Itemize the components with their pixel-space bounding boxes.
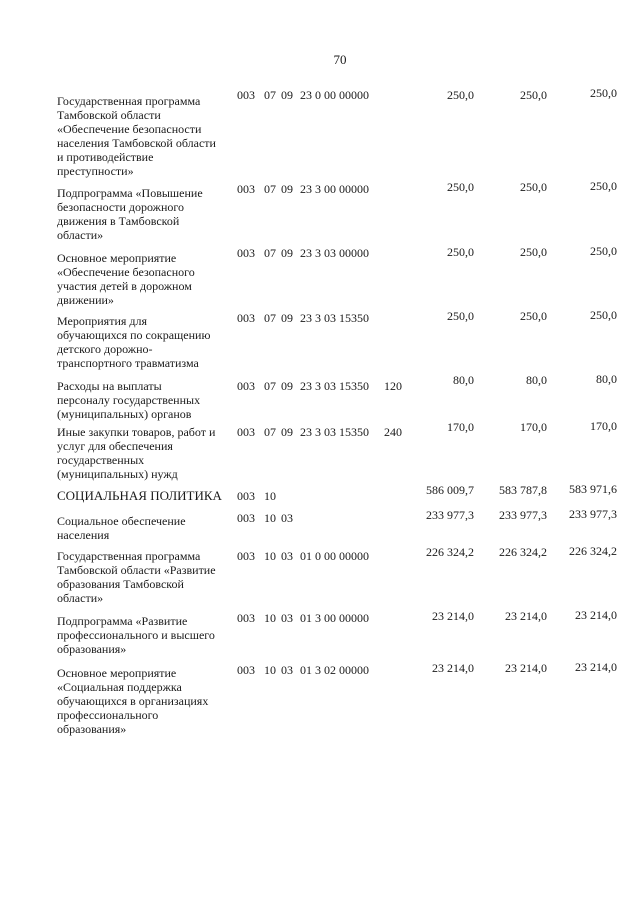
- code-ved: 003: [237, 611, 255, 625]
- value-year1: 170,0: [447, 420, 474, 434]
- value-year2: 583 787,8: [499, 483, 547, 497]
- code-section: 10: [264, 489, 276, 503]
- value-year3: 250,0: [590, 179, 617, 193]
- value-year3: 80,0: [596, 372, 617, 386]
- code-subsection: 09: [281, 379, 293, 393]
- code-target-article: 23 3 03 00000: [300, 246, 369, 260]
- code-section: 07: [264, 311, 276, 325]
- value-year2: 170,0: [520, 420, 547, 434]
- code-ved: 003: [237, 379, 255, 393]
- value-year1: 586 009,7: [426, 483, 474, 497]
- code-section: 10: [264, 611, 276, 625]
- code-target-article: 01 0 00 00000: [300, 549, 369, 563]
- value-year1: 250,0: [447, 88, 474, 102]
- code-ved: 003: [237, 489, 255, 503]
- value-year1: 250,0: [447, 309, 474, 323]
- table-row: [0, 507, 640, 547]
- code-ved: 003: [237, 425, 255, 439]
- code-ved: 003: [237, 511, 255, 525]
- value-year2: 226 324,2: [499, 545, 547, 559]
- code-ved: 003: [237, 311, 255, 325]
- code-section: 07: [264, 425, 276, 439]
- code-target-article: 01 3 02 00000: [300, 663, 369, 677]
- code-ved: 003: [237, 246, 255, 260]
- code-subsection: 03: [281, 611, 293, 625]
- table-row: [0, 179, 640, 248]
- row-name: Основное мероприятие «Социальная поддержка обучающихся в организациях профессионального образования»: [57, 666, 209, 736]
- code-ved: 003: [237, 88, 255, 102]
- code-ved: 003: [237, 182, 255, 196]
- code-subsection: 09: [281, 246, 293, 260]
- value-year3: 233 977,3: [569, 507, 617, 521]
- row-name: Расходы на выплаты персоналу государственных (муниципальных) органов: [57, 379, 201, 421]
- code-expense-type: 240: [384, 425, 402, 439]
- row-name: Государственная программа Тамбовской области «Развитие образования Тамбовской области»: [57, 549, 216, 605]
- value-year1: 23 214,0: [432, 609, 474, 623]
- code-target-article: 23 3 03 15350: [300, 425, 369, 439]
- code-target-article: 23 3 03 15350: [300, 311, 369, 325]
- value-year2: 250,0: [520, 88, 547, 102]
- code-subsection: 03: [281, 663, 293, 677]
- row-name: СОЦИАЛЬНАЯ ПОЛИТИКА: [57, 488, 222, 503]
- table-row: [0, 86, 640, 184]
- value-year2: 233 977,3: [499, 508, 547, 522]
- code-target-article: 01 3 00 00000: [300, 611, 369, 625]
- page-number: 70: [333, 52, 347, 67]
- row-name: Подпрограмма «Развитие профессионального и высшего образования»: [57, 614, 215, 656]
- row-name: Основное мероприятие «Обеспечение безопасного участия детей в дорожном движении»: [57, 251, 195, 307]
- row-name: Мероприятия для обучающихся по сокращению детского дорожно- транспортного травматизма: [57, 314, 211, 370]
- value-year1: 250,0: [447, 245, 474, 259]
- code-expense-type: 120: [384, 379, 402, 393]
- table-row: [0, 244, 640, 312]
- table-row: [0, 608, 640, 663]
- value-year3: 250,0: [590, 244, 617, 258]
- value-year3: 250,0: [590, 86, 617, 100]
- code-ved: 003: [237, 663, 255, 677]
- value-year1: 80,0: [453, 373, 474, 387]
- value-year1: 23 214,0: [432, 661, 474, 675]
- row-name: Социальное обеспечение населения: [57, 514, 186, 542]
- table-row: [0, 374, 640, 422]
- table-row: [0, 419, 640, 487]
- value-year2: 80,0: [526, 373, 547, 387]
- code-section: 07: [264, 182, 276, 196]
- value-year3: 23 214,0: [575, 660, 617, 674]
- value-year3: 250,0: [590, 308, 617, 322]
- code-subsection: 03: [281, 511, 293, 525]
- code-section: 07: [264, 246, 276, 260]
- code-subsection: 09: [281, 311, 293, 325]
- value-year2: 250,0: [520, 245, 547, 259]
- code-subsection: 09: [281, 425, 293, 439]
- value-year3: 170,0: [590, 419, 617, 433]
- table-row: [0, 308, 640, 374]
- code-section: 07: [264, 379, 276, 393]
- row-name: Государственная программа Тамбовской области «Обеспечение безопасности населения Тамбовской области и противодействие преступности»: [57, 94, 216, 178]
- table-row: [0, 544, 640, 611]
- row-name: Подпрограмма «Повышение безопасности дорожного движения в Тамбовской области»: [57, 186, 203, 242]
- row-name: Иные закупки товаров, работ и услуг для обеспечения государственных (муниципальных) нужд: [57, 425, 216, 481]
- code-subsection: 09: [281, 88, 293, 102]
- code-section: 10: [264, 549, 276, 563]
- code-section: 07: [264, 88, 276, 102]
- value-year2: 23 214,0: [505, 609, 547, 623]
- code-ved: 003: [237, 549, 255, 563]
- table-row: [0, 660, 640, 743]
- value-year1: 250,0: [447, 180, 474, 194]
- code-target-article: 23 3 03 15350: [300, 379, 369, 393]
- code-section: 10: [264, 663, 276, 677]
- value-year2: 250,0: [520, 309, 547, 323]
- value-year1: 226 324,2: [426, 545, 474, 559]
- value-year3: 23 214,0: [575, 608, 617, 622]
- value-year3: 583 971,6: [569, 482, 617, 496]
- value-year2: 23 214,0: [505, 661, 547, 675]
- value-year3: 226 324,2: [569, 544, 617, 558]
- value-year1: 233 977,3: [426, 508, 474, 522]
- budget-table: [0, 86, 640, 743]
- code-subsection: 03: [281, 549, 293, 563]
- code-section: 10: [264, 511, 276, 525]
- code-target-article: 23 0 00 00000: [300, 88, 369, 102]
- code-target-article: 23 3 00 00000: [300, 182, 369, 196]
- value-year2: 250,0: [520, 180, 547, 194]
- code-subsection: 09: [281, 182, 293, 196]
